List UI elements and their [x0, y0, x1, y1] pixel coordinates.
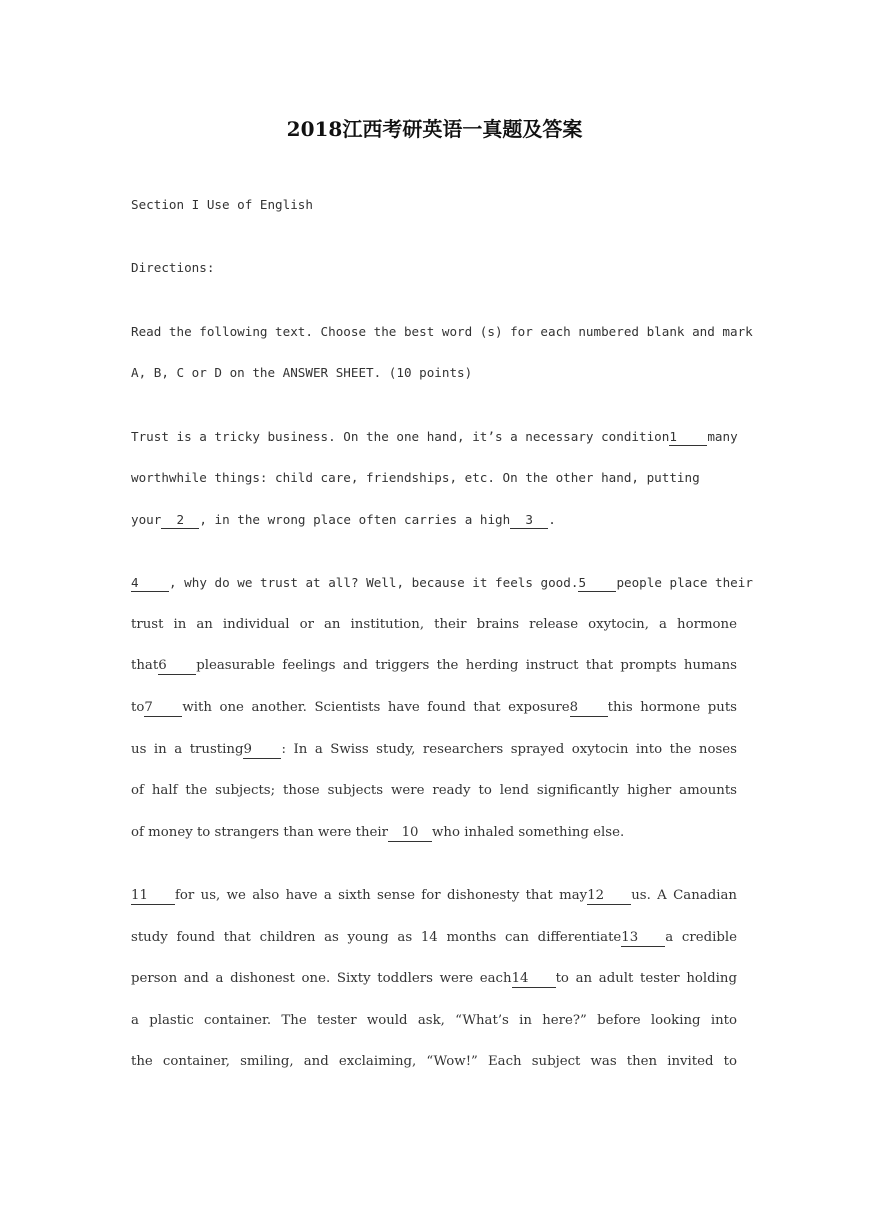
- paragraph-3-line-5: the container, smiling, and exclaiming, “Wow!” Each subject was then invited to: [131, 1054, 737, 1069]
- directions-line-2: A, B, C or D on the ANSWER SHEET. (10 points): [131, 365, 473, 380]
- paragraph-2-line-6: of half the subjects; those subjects were ready to lend significantly higher amounts: [131, 783, 737, 798]
- paragraph-2-line-1: [131, 573, 753, 593]
- blank-8: 8: [570, 700, 608, 717]
- section-heading: Section I Use of English: [131, 197, 313, 212]
- text-span: Trust is a tricky business. On the one hand, it’s a necessary condition: [131, 429, 670, 444]
- blank-4: 4: [131, 575, 169, 592]
- document-title: 2018江西考研英语一真题及答案: [286, 117, 583, 141]
- blank-13: 13: [621, 930, 665, 947]
- text-span: many: [707, 429, 738, 444]
- text-span: .: [548, 512, 556, 527]
- text-span: with one another. Scientists have found that exposure: [182, 700, 570, 715]
- text-span: , in the wrong place often carries a high: [199, 512, 511, 527]
- text-span: study found that children as young as 14 months can differentiate: [131, 930, 622, 945]
- paragraph-1-line-3: [131, 510, 737, 530]
- directions-label: Directions:: [131, 260, 215, 275]
- text-span: us in a trusting: [131, 742, 244, 757]
- paragraph-2-line-3: [131, 656, 737, 676]
- text-span: a credible: [665, 930, 737, 945]
- text-span: us. A Canadian: [631, 888, 737, 903]
- text-span: pleasurable feelings and triggers the herding instruct that prompts humans: [196, 658, 737, 673]
- paragraph-2-line-7: [131, 823, 737, 843]
- text-span: : In a Swiss study, researchers sprayed oxytocin into the noses: [281, 742, 737, 757]
- blank-3: 3: [510, 512, 548, 529]
- blank-1: 1: [669, 429, 707, 446]
- text-span: this hormone puts: [607, 700, 738, 715]
- blank-9: 9: [243, 742, 281, 759]
- text-span: to: [131, 700, 145, 715]
- text-span: people place their: [616, 575, 753, 590]
- blank-14: 14: [512, 971, 556, 988]
- paragraph-3-line-2: [131, 928, 737, 948]
- blank-6: 6: [158, 658, 196, 675]
- paragraph-2-line-2: trust in an individual or an institution, their brains release oxytocin, a hormone: [131, 617, 737, 632]
- paragraph-1-line-2: worthwhile things: child care, friendships, etc. On the other hand, putting: [131, 470, 700, 485]
- blank-12: 12: [587, 888, 631, 905]
- paragraph-1-line-1: [131, 427, 737, 447]
- text-span: to an adult tester holding: [555, 971, 737, 986]
- paragraph-2-line-5: [131, 740, 737, 760]
- blank-2: 2: [161, 512, 199, 529]
- blank-10: 10: [388, 825, 432, 842]
- text-span: of money to strangers than were their: [131, 825, 389, 840]
- directions-line-1: Read the following text. Choose the best word (s) for each numbered blank and mark: [131, 324, 753, 339]
- paragraph-3-line-3: [131, 969, 737, 989]
- blank-5: 5: [578, 575, 616, 592]
- blank-7: 7: [144, 700, 182, 717]
- text-span: your: [131, 512, 162, 527]
- text-span: , why do we trust at all? Well, because it feels good.: [169, 575, 579, 590]
- text-span: person and a dishonest one. Sixty toddlers were each: [131, 971, 512, 986]
- paragraph-3-line-1: [131, 886, 737, 906]
- paragraph-3-line-4: a plastic container. The tester would ask, “What’s in here?” before looking into: [131, 1013, 737, 1028]
- blank-11: 11: [131, 888, 175, 905]
- text-span: who inhaled something else.: [432, 825, 625, 840]
- text-span: that: [131, 658, 159, 673]
- paragraph-2-line-4: [131, 698, 737, 718]
- text-span: for us, we also have a sixth sense for dishonesty that may: [175, 888, 588, 903]
